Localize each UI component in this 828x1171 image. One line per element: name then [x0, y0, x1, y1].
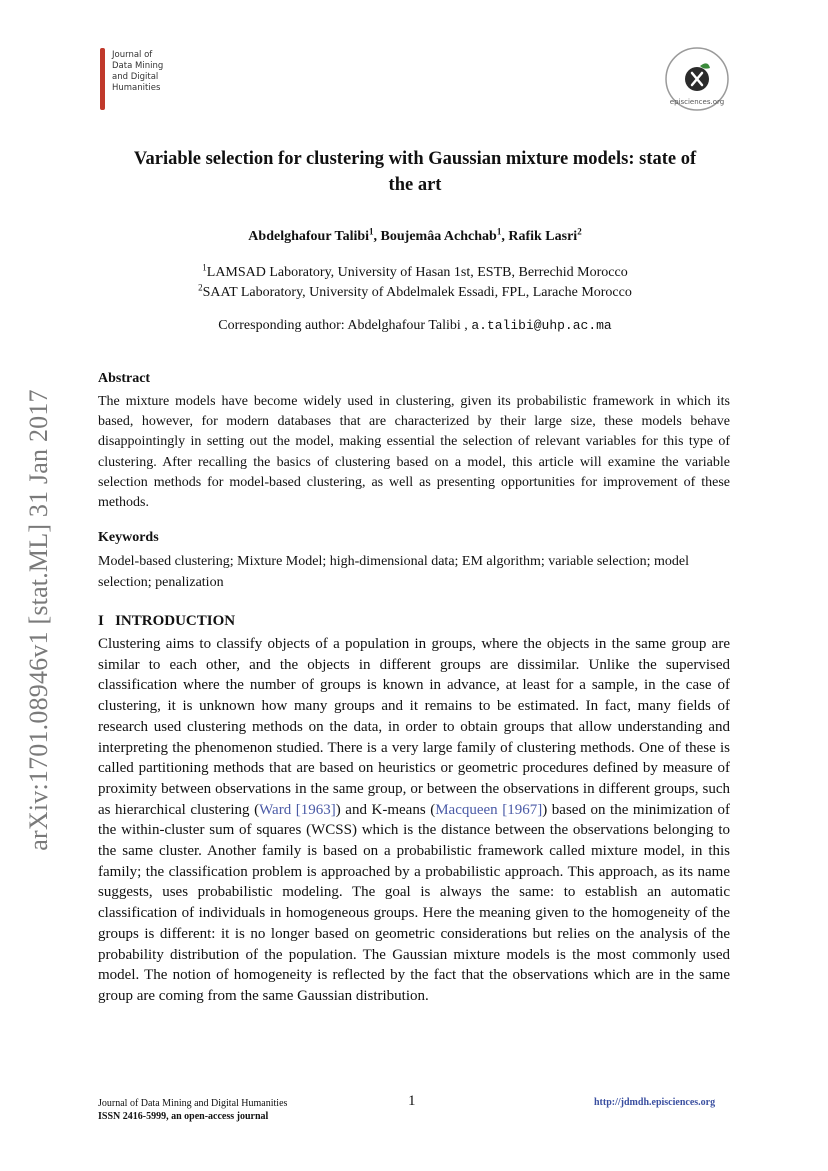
corresponding-author-label: Corresponding author: Abdelghafour Talibi , — [218, 318, 468, 333]
logo-line: and Digital — [112, 72, 159, 82]
episciences-label: episciences.org — [669, 98, 725, 106]
author-name: Rafik Lasri — [508, 229, 578, 244]
intro-paragraph-part: ) and K-means ( — [335, 801, 436, 818]
author-affiliation-mark: 1 — [369, 226, 374, 237]
corresponding-author — [100, 318, 730, 334]
page-number: 1 — [408, 1093, 416, 1109]
affiliation-number: 2 — [198, 282, 203, 293]
affiliation-list — [100, 263, 730, 303]
episciences-logo[interactable] — [664, 46, 730, 112]
affiliation-number: 1 — [202, 262, 207, 273]
footer-journal-info — [98, 1097, 287, 1123]
logo-line: Data Mining — [112, 61, 164, 71]
logo-bar — [100, 48, 105, 110]
affiliation — [100, 263, 730, 283]
author-name: Boujemâa Achchab — [380, 229, 497, 244]
logo-line: Humanities — [112, 83, 161, 93]
arxiv-stamp — [16, 365, 62, 875]
affiliation — [100, 283, 730, 303]
citation-link[interactable]: Macqueen [1967] — [435, 801, 543, 818]
corresponding-email-link[interactable]: a.talibi@uhp.ac.ma — [471, 318, 612, 333]
affiliation-text: SAAT Laboratory, University of Abdelmalek Essadi, FPL, Larache Morocco — [202, 285, 632, 300]
abstract-heading: Abstract — [98, 371, 151, 386]
introduction-heading: I INTRODUCTION — [98, 613, 236, 629]
intro-paragraph-part: Clustering aims to classify objects of a population in groups, where the objects in the same group are similar to each other, and the objects in different groups are dissimilar. Unlike the supervised classification where the number of groups is known in advance, at least for a sample, in the case of clustering, it is unknown how many groups and it remains to be estimated. In fact, many fields of research used clustering methods on the data, in order to obtain groups that allow understanding and interpreting the phenomenon studied. There is a very large family of clustering methods. One of these is called partitioning methods that are based on heuristics or geometric procedures defined by measure of proximity between observations in the same group, or between the observations in different groups, such as hierarchical clustering ( — [98, 636, 730, 818]
intro-paragraph-part: ) based on the minimization of the within-cluster sum of squares (WCSS) which is the distance between the observations belonging to the same cluster. Another family is based on a probabilistic framework called mixture model, in this family; the classification problem is approached by a probabilistic approach. This approach, as its name suggests, uses probabilistic modeling. The goal is always the same: to establish an automatic classification of individuals in homogeneous groups. Here the meaning given to the homogeneity of the groups is different: it is no longer based on geometric considerations but relies on the analysis of the probability distribution of the population. The Gaussian mixture models is the most commonly used model. The notion of homogeneity is reflected by the fact that the observations which are in the same group are coming from the same Gaussian distribution. — [98, 801, 730, 1004]
author-name: Abdelghafour Talibi — [248, 229, 370, 244]
author-list: Abdelghafour Talibi$^1$, Boujemâa Achchab$^1$, Rafik Lasri$^2$ — [248, 226, 582, 244]
keywords-heading: Keywords — [98, 530, 159, 545]
citation-link[interactable]: Ward [1963] — [259, 801, 336, 818]
paper-title — [100, 146, 730, 198]
journal-logo — [100, 44, 170, 114]
episciences-seal-icon — [664, 46, 730, 112]
introduction-text — [98, 634, 730, 1007]
footer-issn: ISSN 2416-5999, an open-access journal — [98, 1111, 269, 1122]
journal-logo-text — [112, 50, 163, 94]
abstract-text: The mixture models have become widely used in clustering, given its probabilistic framework in which its based, however, for modern databases that are characterized by their large size, these models behave disappointingly in setting out the model, making essential the selection of relevant variables for this type of clustering. After recalling the basics of clustering based on a model, this article will examine the variable selection methods for model-based clustering, as well as presenting opportunities for improvement of these methods. — [98, 394, 730, 511]
author-affiliation-mark: 2 — [577, 226, 582, 237]
affiliation-text: LAMSAD Laboratory, University of Hasan 1st, ESTB, Berrechid Morocco — [206, 265, 628, 280]
author-affiliation-mark: 1 — [496, 226, 502, 237]
footer-journal-name: Journal of Data Mining and Digital Humanities — [98, 1098, 288, 1109]
footer-url-link[interactable]: http://jdmdh.episciences.org — [594, 1097, 716, 1108]
keywords-text: Model-based clustering; Mixture Model; high-dimensional data; EM algorithm; variable selection; model selection; penalization — [98, 554, 689, 590]
arxiv-identifier: arXiv:1701.08946v1 [stat.ML] 31 Jan 2017 — [24, 389, 54, 851]
logo-line: Journal of — [112, 50, 153, 60]
title-line: the art — [388, 175, 442, 195]
title-line: Variable selection for clustering with Gaussian mixture models: state of — [133, 149, 697, 169]
